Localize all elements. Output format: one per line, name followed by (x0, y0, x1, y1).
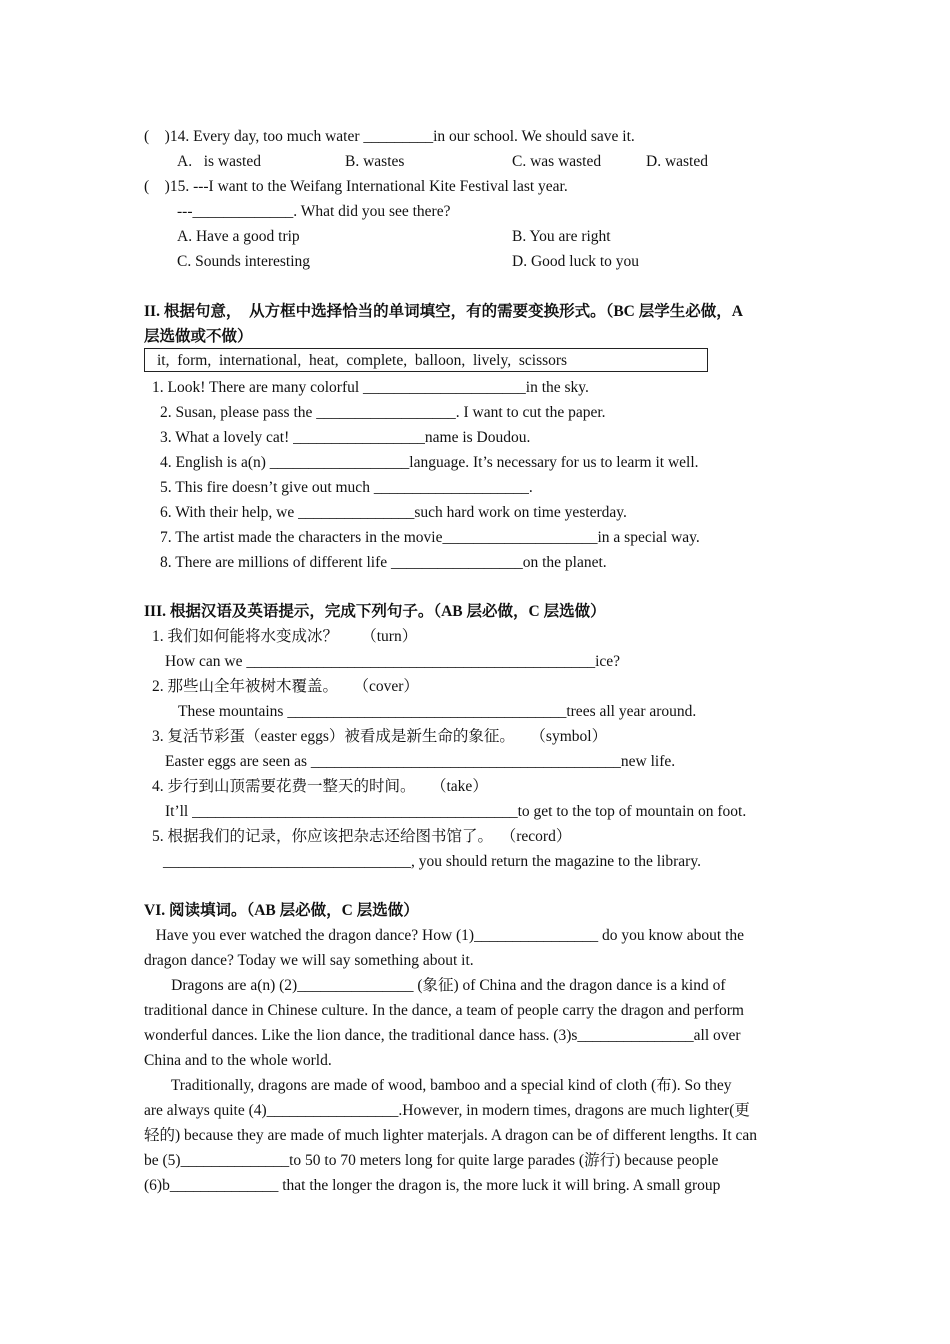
section-2-heading: II. 根据句意， 从方框中选择恰当的单词填空，有的需要变换形式。（BC 层学生必做，A (144, 303, 743, 320)
word-box (144, 348, 708, 372)
section-3-item-5-english: ________________________________, you should return the magazine to the library. (163, 853, 701, 870)
question-15-option-d: D. Good luck to you (512, 253, 640, 270)
section-3-item-1-chinese: 1. 我们如何能将水变成冰？ （turn） (152, 628, 418, 645)
section-2-item-7: 7. The artist made the characters in the movie____________________in a special way. (160, 529, 700, 546)
section-2-item-8: 8. There are millions of different life _________________on the planet. (160, 554, 607, 571)
section-3-heading: III. 根据汉语及英语提示，完成下列句子。（AB 层必做，C 层选做） (144, 603, 606, 620)
section-3-item-4-chinese: 4. 步行到山顶需要花费一整天的时间。 （take） (152, 778, 488, 795)
section-2-item-5: 5. This fire doesn’t give out much ____________________. (160, 479, 533, 496)
question-15-stem-reply: ---_____________. What did you see there? (177, 203, 451, 220)
section-2-item-1: 1. Look! There are many colorful _____________________in the sky. (152, 379, 589, 396)
passage-line-1: Have you ever watched the dragon dance? How (1)________________ do you know about the (144, 927, 745, 944)
section-2-item-2: 2. Susan, please pass the __________________. I want to cut the paper. (160, 404, 606, 421)
section-3-item-2-english: These mountains ____________________________________trees all year around. (178, 703, 697, 720)
passage-line-10: be (5)______________to 50 to 70 meters long for quite large parades (游行) because people (144, 1152, 719, 1169)
question-14-option-a: A. is wasted (177, 153, 261, 170)
question-15-option-a: A. Have a good trip (177, 228, 300, 245)
section-3-item-3-chinese: 3. 复活节彩蛋（easter eggs）被看成是新生命的象征。 （symbol） (152, 728, 608, 745)
passage-line-8: are always quite (4)_________________.However, in modern times, dragons are much lighter(更 (144, 1102, 750, 1119)
question-14-stem: ( )14. Every day, too much water _________in our school. We should save it. (144, 128, 635, 145)
word-box-words: it, form, international, heat, complete, balloon, lively, scissors (157, 352, 568, 369)
question-14-option-d: D. wasted (646, 153, 708, 170)
passage-line-9: 轻的) because they are made of much lighter materjals. A dragon can be of different lengths. It can (144, 1127, 758, 1144)
passage-line-2: dragon dance? Today we will say something about it. (144, 952, 474, 969)
section-3-item-5-chinese: 5. 根据我们的记录，你应该把杂志还给图书馆了。 （record） (152, 828, 572, 845)
section-3-item-1-english: How can we _____________________________________________ice? (165, 653, 621, 670)
section-3-item-4-english: It’ll __________________________________________to get to the top of mountain on foot. (165, 803, 747, 820)
section-2-item-4: 4. English is a(n) __________________language. It’s necessary for us to learm it well. (160, 454, 699, 471)
question-15-stem: ( )15. ---I want to the Weifang International Kite Festival last year. (144, 178, 568, 195)
passage-line-11: (6)b______________ that the longer the dragon is, the more luck it will bring. A small group (144, 1177, 721, 1194)
passage-line-6: China and to the whole world. (144, 1052, 332, 1069)
question-14-option-c: C. was wasted (512, 153, 602, 170)
passage-line-3: Dragons are a(n) (2)_______________ (象征) of China and the dragon dance is a kind of (144, 977, 726, 994)
passage-line-4: traditional dance in Chinese culture. In the dance, a team of people carry the dragon and perform (144, 1002, 744, 1019)
passage-line-5: wonderful dances. Like the lion dance, the traditional dance hass. (3)s_______________all over (144, 1027, 741, 1044)
section-3-item-2-chinese: 2. 那些山全年被树木覆盖。 （cover） (152, 678, 419, 695)
section-2-heading-cont: 层选做或不做） (144, 328, 253, 345)
section-3-item-3-english: Easter eggs are seen as ________________________________________new life. (165, 753, 676, 770)
question-15-option-b: B. You are right (512, 228, 611, 245)
section-2-item-6: 6. With their help, we _______________such hard work on time yesterday. (160, 504, 627, 521)
passage-line-7: Traditionally, dragons are made of wood, bamboo and a special kind of cloth (布). So they (144, 1077, 732, 1094)
section-6-heading: VI. 阅读填词。（AB 层必做，C 层选做） (144, 902, 419, 919)
section-2-item-3: 3. What a lovely cat! _________________name is Doudou. (160, 429, 531, 446)
question-15-option-c: C. Sounds interesting (177, 253, 311, 270)
question-14-option-b: B. wastes (345, 153, 405, 170)
